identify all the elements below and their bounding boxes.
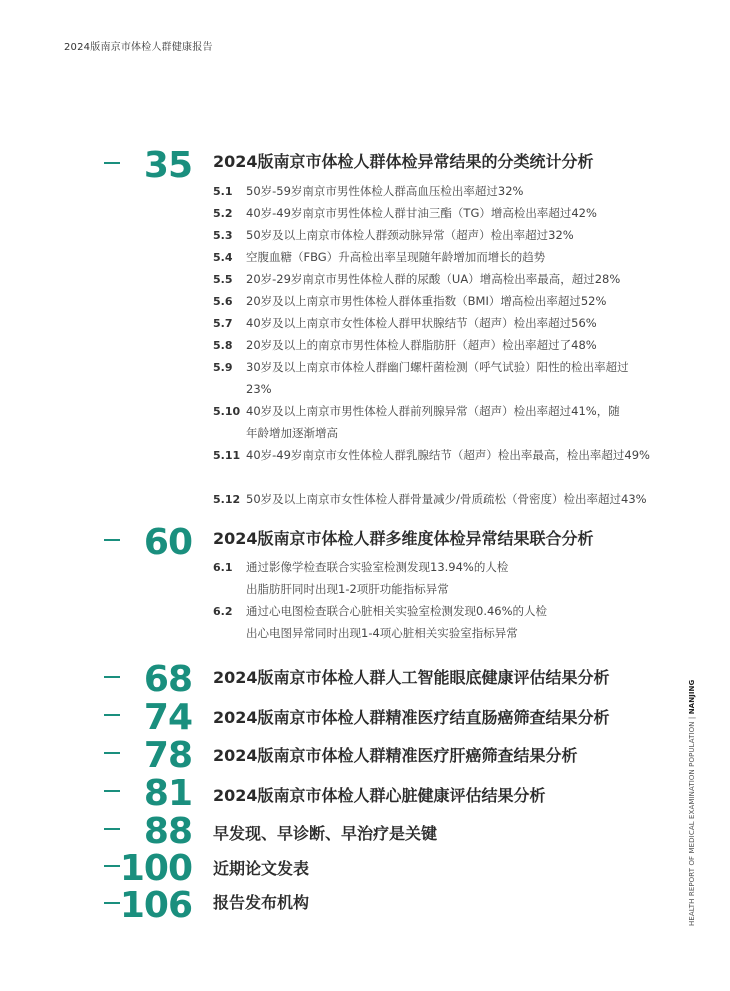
toc-section-title: 2024版南京市体检人群多维度体检异常结果联合分析 <box>213 529 594 548</box>
toc-dash <box>104 828 120 830</box>
toc-section-title: 近期论文发表 <box>213 859 310 878</box>
toc-dash <box>104 162 120 164</box>
page-header-title: 2024版南京市体检人群健康报告 <box>64 42 213 53</box>
toc-section-title: 报告发布机构 <box>213 893 310 912</box>
toc-sub-number: 5.12 <box>213 493 241 506</box>
toc-page-number: 68 <box>143 659 192 700</box>
toc-sub-text: 40岁及以上南京市女性体检人群甲状腺结节（超声）检出率超过56% <box>246 316 597 330</box>
toc-section-title: 早发现、早诊断、早治疗是关键 <box>213 824 438 843</box>
toc-page-number: 106 <box>119 885 192 926</box>
toc-page-number: 81 <box>143 773 192 814</box>
toc-dash <box>104 790 120 792</box>
toc-sub-text: 50岁及以上南京市女性体检人群骨量减少/骨质疏松（骨密度）检出率超过43% <box>246 492 647 506</box>
toc-page-number: 88 <box>143 811 192 852</box>
toc-sub-number: 6.2 <box>213 605 233 618</box>
toc-page-number: 100 <box>119 848 192 889</box>
toc-sub-text: 20岁及以上的南京市男性体检人群脂肪肝（超声）检出率超过了48% <box>246 338 597 352</box>
toc-sub-text: 50岁-59岁南京市男性体检人群高血压检出率超过32% <box>246 184 524 198</box>
toc-dash <box>104 902 120 904</box>
toc-section-title: 2024版南京市体检人群心脏健康评估结果分析 <box>213 786 546 805</box>
toc-sub-number: 6.1 <box>213 561 233 574</box>
toc-sub-number: 5.7 <box>213 317 233 330</box>
side-running-title-main: HEALTH REPORT OF MEDICAL EXAMINATION POPULATION | <box>688 714 696 926</box>
toc-section-title: 2024版南京市体检人群精准医疗结直肠癌筛查结果分析 <box>213 708 610 727</box>
toc-sub-text: 40岁-49岁南京市男性体检人群甘油三酯（TG）增高检出率超过42% <box>246 206 597 220</box>
toc-sub-text: 30岁及以上南京市体检人群幽门螺杆菌检测（呼气试验）阳性的检出率超过23% <box>246 360 629 396</box>
toc-sub-number: 5.2 <box>213 207 233 220</box>
toc-sub-text: 20岁及以上南京市男性体检人群体重指数（BMI）增高检出率超过52% <box>246 294 607 308</box>
toc-sub-number: 5.9 <box>213 361 233 374</box>
toc-sub-text: 40岁及以上南京市男性体检人群前列腺异常（超声）检出率超过41%，随年龄增加逐渐增高 <box>246 404 620 440</box>
toc-page-number: 35 <box>143 145 192 186</box>
toc-sub-number: 5.11 <box>213 449 241 462</box>
side-running-title-city: NANJING <box>688 679 696 715</box>
toc-dash <box>104 676 120 678</box>
toc-sub-number: 5.3 <box>213 229 233 242</box>
toc-sub-number: 5.4 <box>213 251 233 264</box>
toc-sub-number: 5.10 <box>213 405 241 418</box>
toc-section-title: 2024版南京市体检人群精准医疗肝癌筛查结果分析 <box>213 746 578 765</box>
toc-section-title: 2024版南京市体检人群人工智能眼底健康评估结果分析 <box>213 668 610 687</box>
toc-sub-number: 5.1 <box>213 185 233 198</box>
toc-dash <box>104 752 120 754</box>
toc-sub-text: 40岁-49岁南京市女性体检人群乳腺结节（超声）检出率最高，检出率超过49% <box>246 448 650 462</box>
toc-sub-number: 5.8 <box>213 339 233 352</box>
toc-sub-text: 20岁-29岁南京市男性体检人群的尿酸（UA）增高检出率最高，超过28% <box>246 272 621 286</box>
toc-dash <box>104 865 120 867</box>
side-running-title <box>688 679 696 926</box>
toc-page-number: 74 <box>143 697 192 738</box>
toc-dash <box>104 714 120 716</box>
toc-sub-text: 空腹血糖（FBG）升高检出率呈现随年龄增加而增长的趋势 <box>246 250 546 264</box>
toc-sub-text: 通过影像学检查联合实验室检测发现13.94%的人检出脂肪肝同时出现1-2项肝功能指标异常 <box>246 560 509 596</box>
toc-sub-text: 通过心电图检查联合心脏相关实验室检测发现0.46%的人检出心电图异常同时出现1-4项心脏相关实验室指标异常 <box>246 604 548 640</box>
toc-section-title: 2024版南京市体检人群体检异常结果的分类统计分析 <box>213 152 594 171</box>
toc-sub-number: 5.5 <box>213 273 233 286</box>
toc-page-number: 78 <box>143 735 192 776</box>
toc-sub-number: 5.6 <box>213 295 233 308</box>
toc-page-number: 60 <box>143 522 192 563</box>
toc-dash <box>104 539 120 541</box>
toc-sub-text: 50岁及以上南京市体检人群颈动脉异常（超声）检出率超过32% <box>246 228 574 242</box>
